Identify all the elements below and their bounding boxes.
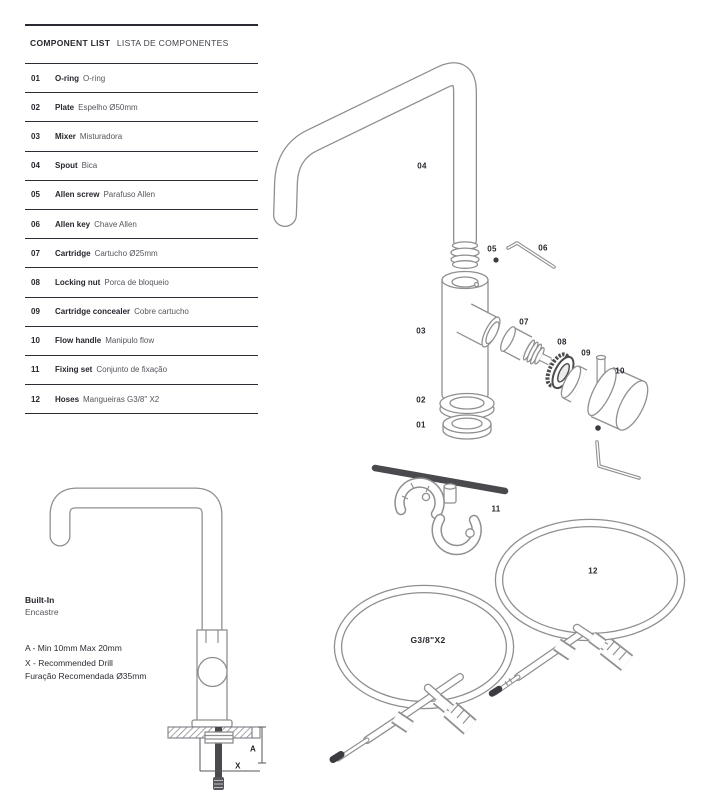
item-translation: Parafuso Allen (103, 190, 156, 200)
item-number: 01 (31, 73, 40, 83)
item-name: Cartridge concealer (55, 307, 131, 317)
item-translation: Conjunto de fixação (96, 365, 168, 375)
item-name: Allen key (55, 219, 91, 229)
mixer-body-drawing (442, 272, 503, 404)
dim-a-text: A - Min 10mm Max 20mm (25, 643, 122, 653)
item-translation: Chave Allen (94, 219, 137, 229)
part-label-06: 06 (538, 243, 548, 253)
item-name: Mixer (55, 131, 76, 141)
top-rule (25, 24, 258, 26)
spout-drawing (285, 74, 465, 240)
built-in-title: Built-In (25, 595, 55, 605)
item-name: Spout (55, 161, 78, 171)
item-name: Allen screw (55, 190, 100, 200)
item-translation: Bica (81, 161, 98, 171)
built-in-text (25, 594, 59, 618)
part-label-05: 05 (487, 244, 497, 254)
dim-x-subtitle: Furação Recomendada Ø35mm (25, 671, 147, 681)
list-item (25, 327, 258, 356)
built-in-drawing (20, 480, 280, 798)
part-label-08: 08 (557, 337, 567, 347)
list-item (25, 210, 258, 239)
item-number: 07 (31, 248, 40, 258)
list-item (25, 268, 258, 297)
item-name: Hoses (55, 394, 80, 404)
list-item (25, 64, 258, 93)
hose-left-drawing (333, 589, 510, 760)
item-translation: O-ring (83, 73, 106, 83)
item-translation: Misturadora (79, 131, 123, 141)
dim-x-title: X - Recommended Drill (25, 658, 113, 668)
item-name: O-ring (55, 73, 79, 83)
list-item (25, 93, 258, 122)
hose-size-label: G3/8"X2 (410, 635, 446, 645)
list-item (25, 181, 258, 210)
handle-screw-drawing (595, 425, 601, 431)
item-number: 03 (31, 131, 40, 141)
hose-right-drawing (492, 523, 681, 694)
threaded-rod-drawing (205, 727, 233, 790)
fixing-set-drawing (375, 468, 505, 550)
item-number: 08 (31, 277, 40, 287)
title-pt: LISTA DE COMPONENTES (116, 38, 229, 48)
part-label-02: 02 (416, 395, 426, 405)
item-number: 09 (31, 307, 40, 317)
list-item (25, 385, 258, 414)
item-name: Locking nut (55, 277, 101, 287)
item-number: 10 (31, 336, 40, 346)
component-list-title (30, 38, 229, 48)
item-name: Fixing set (55, 365, 93, 375)
built-in-faucet-outline (60, 498, 232, 727)
list-item (25, 239, 258, 268)
spout-connector-rings (451, 242, 479, 268)
allen-key-bottom-drawing (597, 442, 639, 478)
item-number: 02 (31, 102, 40, 112)
built-in-subtitle: Encastre (25, 607, 59, 617)
title-en: COMPONENT LIST (30, 38, 111, 48)
dim-label-a: A (249, 744, 257, 754)
o-ring-drawing (443, 415, 491, 439)
item-number: 04 (31, 161, 40, 171)
part-label-09: 09 (581, 348, 591, 358)
item-translation: Espelho Ø50mm (78, 102, 138, 112)
part-label-01: 01 (416, 420, 426, 430)
list-item (25, 298, 258, 327)
item-name: Flow handle (55, 336, 102, 346)
built-in-dimensions-text (25, 642, 146, 683)
dim-label-x: X (235, 761, 241, 771)
item-translation: Mangueiras G3/8" X2 (83, 394, 160, 404)
part-label-04: 04 (417, 161, 427, 171)
item-name: Plate (55, 102, 75, 112)
item-translation: Cartucho Ø25mm (94, 248, 158, 258)
list-item (25, 122, 258, 151)
part-label-10: 10 (615, 366, 625, 376)
exploded-view-drawing (265, 30, 708, 790)
item-translation: Cobre cartucho (134, 307, 189, 317)
part-label-11: 11 (491, 504, 501, 514)
part-label-03: 03 (416, 326, 426, 336)
list-item (25, 152, 258, 181)
item-translation: Porca de bloqueio (104, 277, 169, 287)
item-name: Cartridge (55, 248, 91, 258)
list-item (25, 356, 258, 385)
part-label-12: 12 (588, 566, 598, 576)
cartridge-drawing (498, 325, 558, 366)
item-number: 05 (31, 190, 40, 200)
item-number: 06 (31, 219, 40, 229)
allen-screw-drawing (493, 257, 498, 262)
item-number: 12 (31, 394, 40, 404)
component-list-rows (25, 63, 258, 414)
item-number: 11 (31, 365, 40, 375)
item-translation: Manipulo flow (105, 336, 155, 346)
part-label-07: 07 (519, 317, 529, 327)
